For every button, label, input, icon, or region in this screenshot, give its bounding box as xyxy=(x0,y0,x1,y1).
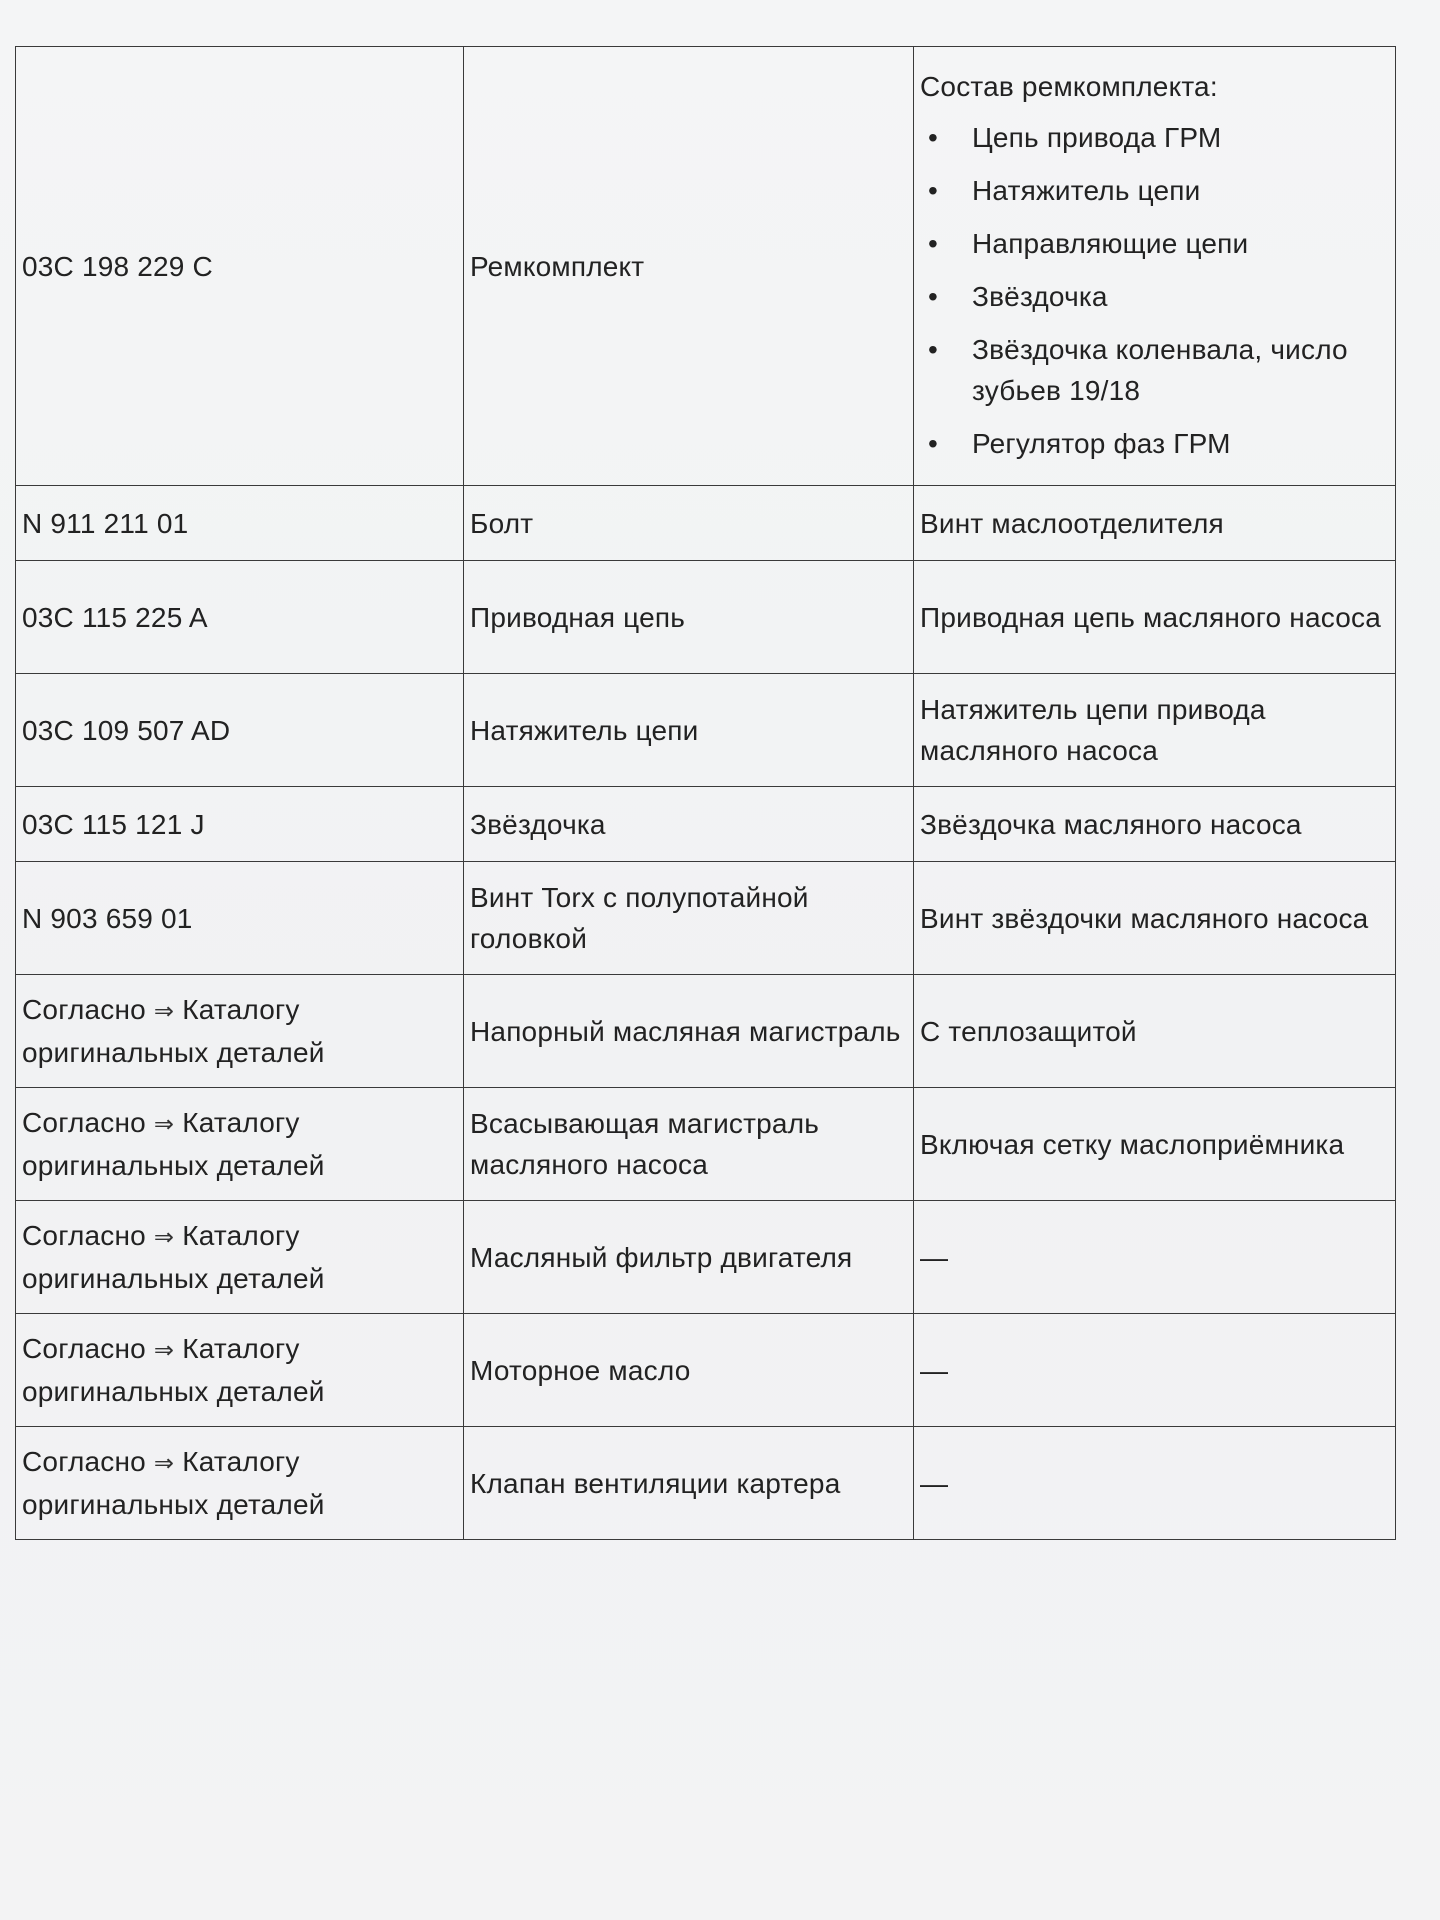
part-name-cell: Моторное масло xyxy=(464,1314,914,1427)
part-name-cell: Болт xyxy=(464,486,914,561)
list-item: • Направляющие цепи xyxy=(920,223,1389,264)
part-note-cell xyxy=(914,47,1396,486)
part-note-cell: Винт маслоотделителя xyxy=(914,486,1396,561)
table-row xyxy=(16,1427,1396,1540)
bullet-icon: • xyxy=(928,281,939,312)
parts-table xyxy=(15,46,1396,1540)
bullet-icon: • xyxy=(928,428,939,459)
arrow-right-icon: ⇒ xyxy=(153,1337,175,1364)
part-name-cell: Натяжитель цепи xyxy=(464,674,914,787)
bullet-icon: • xyxy=(928,122,939,153)
part-name-cell: Звёздочка xyxy=(464,787,914,862)
part-note-cell: — xyxy=(914,1314,1396,1427)
kit-contents-list xyxy=(920,117,1389,464)
part-name-cell: Винт Torx с полупотайной головкой xyxy=(464,862,914,975)
part-note-cell: — xyxy=(914,1427,1396,1540)
table-row xyxy=(16,1201,1396,1314)
list-item: • Натяжитель цепи xyxy=(920,170,1389,211)
part-number-cell: Согласно ⇒ Каталогу оригинальных деталей xyxy=(16,1201,464,1314)
part-number-cell: 03C 115 121 J xyxy=(16,787,464,862)
bullet-icon: • xyxy=(928,175,939,206)
part-number-cell: Согласно ⇒ Каталогу оригинальных деталей xyxy=(16,1314,464,1427)
part-note-cell: Включая сетку маслоприёмника xyxy=(914,1088,1396,1201)
part-name-cell: Приводная цепь xyxy=(464,561,914,674)
table-row xyxy=(16,561,1396,674)
table-row xyxy=(16,862,1396,975)
part-number-cell: N 903 659 01 xyxy=(16,862,464,975)
part-number-cell: Согласно ⇒ Каталогу оригинальных деталей xyxy=(16,975,464,1088)
table-row xyxy=(16,1088,1396,1201)
kit-contents-title: Состав ремкомплекта: xyxy=(920,71,1218,102)
table-row xyxy=(16,674,1396,787)
part-name-cell: Ремкомплект xyxy=(464,47,914,486)
arrow-right-icon: ⇒ xyxy=(153,1450,175,1477)
part-number-cell: 03C 115 225 A xyxy=(16,561,464,674)
list-item: • Звёздочка коленвала, число зубьев 19/18 xyxy=(920,329,1389,411)
list-item: • Регулятор фаз ГРМ xyxy=(920,423,1389,464)
table-row xyxy=(16,486,1396,561)
part-note-cell: Приводная цепь масляного насоса xyxy=(914,561,1396,674)
part-number-cell: N 911 211 01 xyxy=(16,486,464,561)
part-number-cell: 03C 198 229 C xyxy=(16,47,464,486)
bullet-icon: • xyxy=(928,334,939,365)
part-name-cell: Масляный фильтр двигателя xyxy=(464,1201,914,1314)
part-note-cell: С теплозащитой xyxy=(914,975,1396,1088)
table-row xyxy=(16,787,1396,862)
part-name-cell: Всасывающая магистраль масляного насоса xyxy=(464,1088,914,1201)
arrow-right-icon: ⇒ xyxy=(153,998,175,1025)
arrow-right-icon: ⇒ xyxy=(153,1111,175,1138)
bullet-icon: • xyxy=(928,228,939,259)
table-row xyxy=(16,975,1396,1088)
part-number-cell: Согласно ⇒ Каталогу оригинальных деталей xyxy=(16,1427,464,1540)
table-row xyxy=(16,1314,1396,1427)
part-name-cell: Клапан вентиляции картера xyxy=(464,1427,914,1540)
part-note-cell: Натяжитель цепи привода масляного насоса xyxy=(914,674,1396,787)
table-row-kit xyxy=(16,47,1396,486)
part-note-cell: Винт звёздочки масляного насоса xyxy=(914,862,1396,975)
arrow-right-icon: ⇒ xyxy=(153,1224,175,1251)
part-number-cell: Согласно ⇒ Каталогу оригинальных деталей xyxy=(16,1088,464,1201)
part-number-cell: 03C 109 507 AD xyxy=(16,674,464,787)
part-name-cell: Напорный масляная магистраль xyxy=(464,975,914,1088)
part-note-cell: — xyxy=(914,1201,1396,1314)
list-item: • Цепь привода ГРМ xyxy=(920,117,1389,158)
list-item: • Звёздочка xyxy=(920,276,1389,317)
part-note-cell: Звёздочка масляного насоса xyxy=(914,787,1396,862)
